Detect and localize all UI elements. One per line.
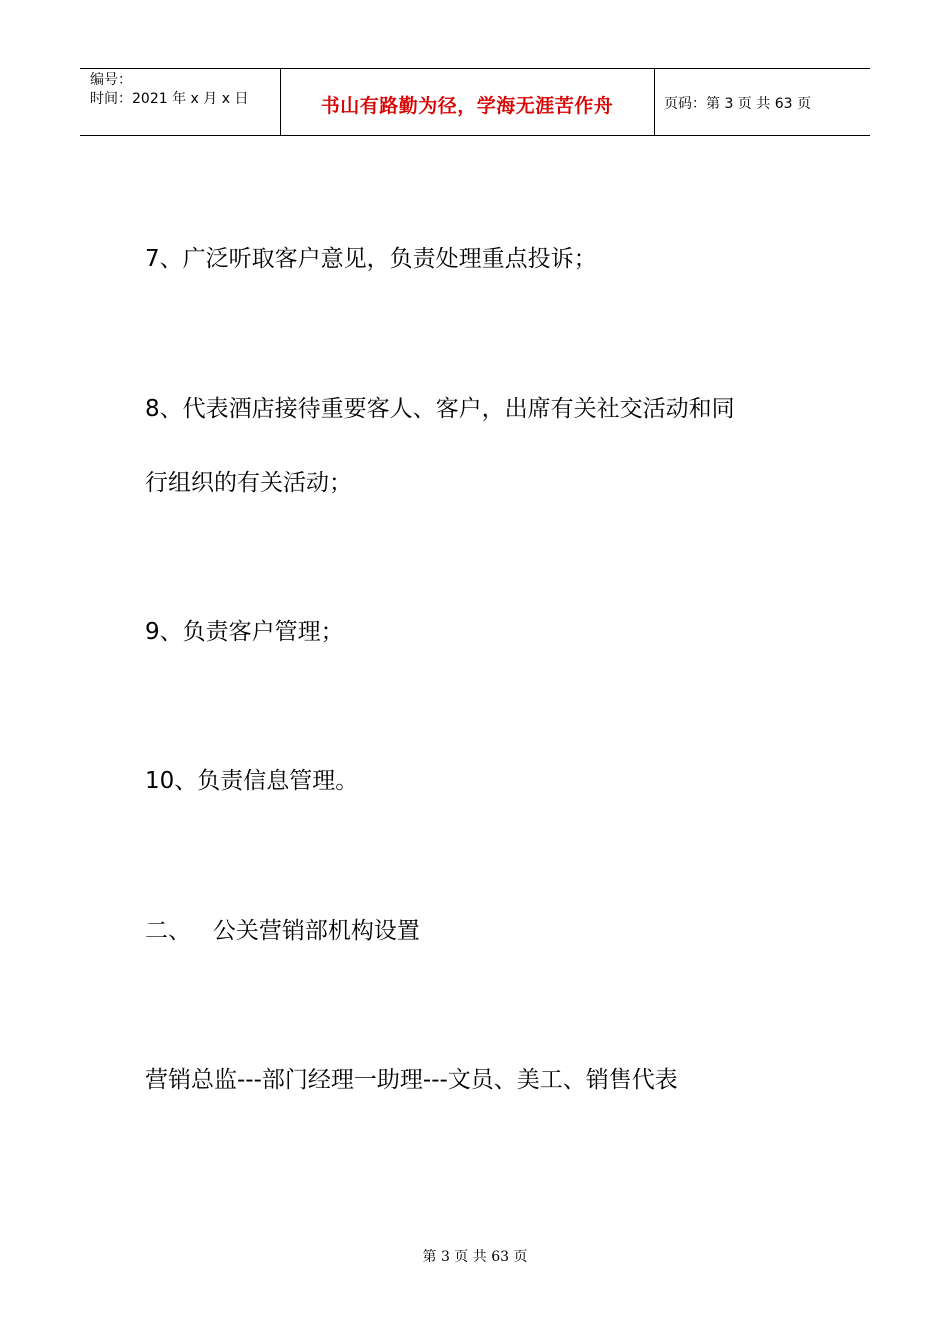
paragraph-item-8-line1: 8、代表酒店接待重要客人、客户，出席有关社交活动和同: [145, 396, 735, 422]
time-label: 时间：2021 年 x 月 x 日: [90, 91, 249, 107]
paragraph-item-10: 10、负责信息管理。: [145, 768, 359, 794]
page-header: [80, 68, 870, 136]
paragraph-item-9: 9、负责客户管理；: [145, 619, 344, 645]
number-label: 编号：: [90, 72, 132, 88]
page-footer: 第 3 页 共 63 页: [422, 1249, 528, 1265]
header-meta: [90, 71, 248, 109]
org-structure-line: 营销总监---部门经理一助理---文员、美工、销售代表: [145, 1067, 678, 1093]
paragraph-item-8-line2: 行组织的有关活动；: [145, 470, 352, 496]
section-heading: 二、 公关营销部机构设置: [145, 918, 420, 944]
header-motto: 书山有路勤为径，学海无涯苦作舟: [320, 95, 614, 117]
header-page-label: 页码：第 3 页 共 63 页: [664, 96, 811, 112]
paragraph-item-7: 7、广泛听取客户意见，负责处理重点投诉；: [145, 246, 597, 272]
header-divider: [654, 69, 655, 135]
